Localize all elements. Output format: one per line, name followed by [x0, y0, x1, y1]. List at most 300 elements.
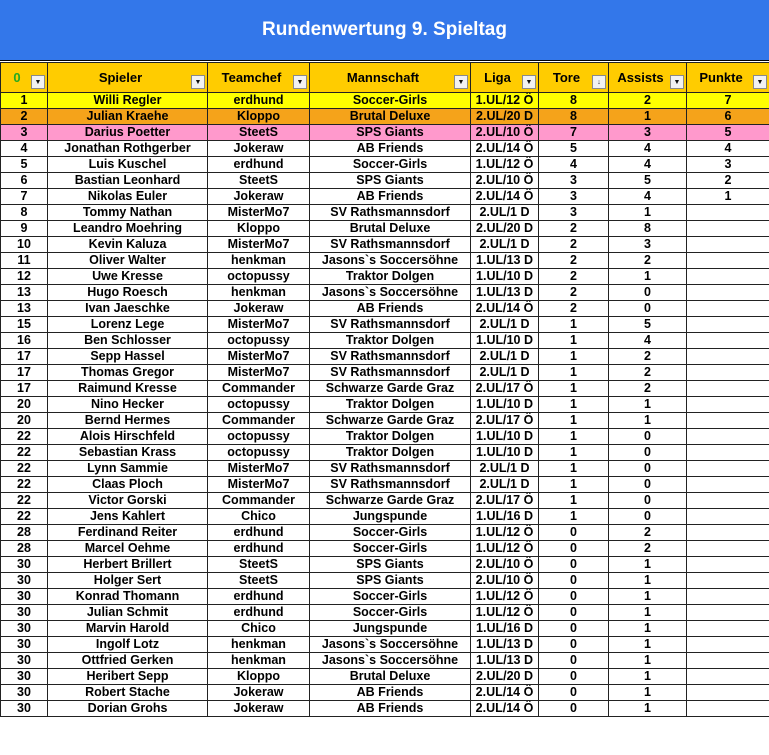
cell-spieler[interactable]: Lynn Sammie	[48, 461, 208, 477]
dropdown-arrow-icon[interactable]: ▼	[191, 75, 205, 89]
dropdown-arrow-icon[interactable]: ▼	[522, 75, 536, 89]
cell-spieler[interactable]: Alois Hirschfeld	[48, 429, 208, 445]
cell-punkte[interactable]	[687, 637, 769, 653]
cell-tore[interactable]: 3	[539, 205, 609, 221]
cell-liga[interactable]: 1.UL/13 D	[471, 253, 539, 269]
cell-teamchef[interactable]: henkman	[208, 253, 310, 269]
cell-teamchef[interactable]: erdhund	[208, 589, 310, 605]
cell-spieler[interactable]: Kevin Kaluza	[48, 237, 208, 253]
cell-assists[interactable]: 1	[609, 413, 687, 429]
cell-mannschaft[interactable]: Jasons`s Soccersöhne	[310, 653, 471, 669]
cell-mannschaft[interactable]: Jasons`s Soccersöhne	[310, 637, 471, 653]
cell-spieler[interactable]: Julian Kraehe	[48, 109, 208, 125]
dropdown-arrow-icon[interactable]: ▼	[753, 75, 767, 89]
cell-rank[interactable]: 22	[1, 477, 48, 493]
cell-mannschaft[interactable]: Schwarze Garde Graz	[310, 413, 471, 429]
cell-liga[interactable]: 1.UL/16 D	[471, 509, 539, 525]
cell-assists[interactable]: 4	[609, 141, 687, 157]
cell-mannschaft[interactable]: Traktor Dolgen	[310, 269, 471, 285]
cell-assists[interactable]: 2	[609, 381, 687, 397]
cell-liga[interactable]: 1.UL/13 D	[471, 637, 539, 653]
cell-teamchef[interactable]: MisterMo7	[208, 365, 310, 381]
cell-tore[interactable]: 5	[539, 141, 609, 157]
cell-spieler[interactable]: Willi Regler	[48, 93, 208, 109]
cell-mannschaft[interactable]: SV Rathsmannsdorf	[310, 237, 471, 253]
cell-spieler[interactable]: Dorian Grohs	[48, 701, 208, 717]
cell-tore[interactable]: 1	[539, 333, 609, 349]
cell-teamchef[interactable]: Kloppo	[208, 669, 310, 685]
cell-tore[interactable]: 1	[539, 429, 609, 445]
cell-rank[interactable]: 15	[1, 317, 48, 333]
cell-teamchef[interactable]: erdhund	[208, 605, 310, 621]
cell-teamchef[interactable]: SteetS	[208, 557, 310, 573]
cell-spieler[interactable]: Sepp Hassel	[48, 349, 208, 365]
cell-spieler[interactable]: Marcel Oehme	[48, 541, 208, 557]
cell-liga[interactable]: 2.UL/14 Ö	[471, 141, 539, 157]
cell-mannschaft[interactable]: Brutal Deluxe	[310, 221, 471, 237]
cell-teamchef[interactable]: Chico	[208, 621, 310, 637]
cell-teamchef[interactable]: erdhund	[208, 541, 310, 557]
cell-spieler[interactable]: Tommy Nathan	[48, 205, 208, 221]
cell-teamchef[interactable]: MisterMo7	[208, 317, 310, 333]
cell-spieler[interactable]: Sebastian Krass	[48, 445, 208, 461]
cell-spieler[interactable]: Bastian Leonhard	[48, 173, 208, 189]
cell-tore[interactable]: 2	[539, 285, 609, 301]
cell-tore[interactable]: 2	[539, 269, 609, 285]
cell-mannschaft[interactable]: Traktor Dolgen	[310, 397, 471, 413]
cell-spieler[interactable]: Thomas Gregor	[48, 365, 208, 381]
cell-teamchef[interactable]: octopussy	[208, 397, 310, 413]
cell-spieler[interactable]: Jens Kahlert	[48, 509, 208, 525]
cell-assists[interactable]: 3	[609, 237, 687, 253]
cell-teamchef[interactable]: MisterMo7	[208, 477, 310, 493]
cell-assists[interactable]: 4	[609, 157, 687, 173]
cell-tore[interactable]: 7	[539, 125, 609, 141]
cell-mannschaft[interactable]: Jungspunde	[310, 621, 471, 637]
cell-mannschaft[interactable]: SV Rathsmannsdorf	[310, 349, 471, 365]
cell-punkte[interactable]	[687, 381, 769, 397]
cell-assists[interactable]: 1	[609, 397, 687, 413]
cell-mannschaft[interactable]: Soccer-Girls	[310, 605, 471, 621]
cell-tore[interactable]: 1	[539, 349, 609, 365]
cell-teamchef[interactable]: Kloppo	[208, 109, 310, 125]
cell-teamchef[interactable]: SteetS	[208, 173, 310, 189]
cell-punkte[interactable]	[687, 317, 769, 333]
cell-liga[interactable]: 1.UL/12 Ö	[471, 157, 539, 173]
cell-spieler[interactable]: Jonathan Rothgerber	[48, 141, 208, 157]
cell-mannschaft[interactable]: Soccer-Girls	[310, 541, 471, 557]
cell-assists[interactable]: 0	[609, 445, 687, 461]
cell-rank[interactable]: 20	[1, 413, 48, 429]
cell-assists[interactable]: 1	[609, 109, 687, 125]
cell-mannschaft[interactable]: Soccer-Girls	[310, 525, 471, 541]
cell-assists[interactable]: 1	[609, 637, 687, 653]
cell-liga[interactable]: 2.UL/20 D	[471, 109, 539, 125]
cell-assists[interactable]: 5	[609, 173, 687, 189]
cell-teamchef[interactable]: Jokeraw	[208, 189, 310, 205]
cell-assists[interactable]: 1	[609, 605, 687, 621]
cell-punkte[interactable]	[687, 333, 769, 349]
cell-rank[interactable]: 6	[1, 173, 48, 189]
cell-assists[interactable]: 0	[609, 285, 687, 301]
cell-rank[interactable]: 30	[1, 637, 48, 653]
cell-mannschaft[interactable]: SPS Giants	[310, 173, 471, 189]
cell-liga[interactable]: 1.UL/12 Ö	[471, 605, 539, 621]
cell-punkte[interactable]	[687, 541, 769, 557]
cell-rank[interactable]: 30	[1, 605, 48, 621]
cell-teamchef[interactable]: henkman	[208, 285, 310, 301]
cell-tore[interactable]: 3	[539, 173, 609, 189]
cell-liga[interactable]: 1.UL/12 Ö	[471, 541, 539, 557]
cell-assists[interactable]: 2	[609, 253, 687, 269]
cell-mannschaft[interactable]: Traktor Dolgen	[310, 429, 471, 445]
cell-mannschaft[interactable]: AB Friends	[310, 701, 471, 717]
cell-mannschaft[interactable]: AB Friends	[310, 189, 471, 205]
cell-liga[interactable]: 2.UL/14 Ö	[471, 189, 539, 205]
cell-assists[interactable]: 2	[609, 365, 687, 381]
cell-liga[interactable]: 2.UL/1 D	[471, 365, 539, 381]
cell-punkte[interactable]: 5	[687, 125, 769, 141]
cell-tore[interactable]: 1	[539, 477, 609, 493]
cell-liga[interactable]: 2.UL/20 D	[471, 221, 539, 237]
cell-assists[interactable]: 2	[609, 349, 687, 365]
cell-rank[interactable]: 11	[1, 253, 48, 269]
cell-spieler[interactable]: Raimund Kresse	[48, 381, 208, 397]
cell-rank[interactable]: 30	[1, 701, 48, 717]
cell-mannschaft[interactable]: SV Rathsmannsdorf	[310, 205, 471, 221]
cell-punkte[interactable]	[687, 589, 769, 605]
cell-mannschaft[interactable]: SPS Giants	[310, 125, 471, 141]
cell-punkte[interactable]: 3	[687, 157, 769, 173]
cell-punkte[interactable]	[687, 253, 769, 269]
cell-teamchef[interactable]: Commander	[208, 493, 310, 509]
cell-tore[interactable]: 2	[539, 237, 609, 253]
cell-tore[interactable]: 1	[539, 413, 609, 429]
cell-rank[interactable]: 20	[1, 397, 48, 413]
cell-mannschaft[interactable]: Jungspunde	[310, 509, 471, 525]
cell-mannschaft[interactable]: SV Rathsmannsdorf	[310, 461, 471, 477]
cell-spieler[interactable]: Leandro Moehring	[48, 221, 208, 237]
cell-spieler[interactable]: Victor Gorski	[48, 493, 208, 509]
cell-assists[interactable]: 1	[609, 669, 687, 685]
cell-punkte[interactable]	[687, 605, 769, 621]
cell-punkte[interactable]	[687, 205, 769, 221]
cell-rank[interactable]: 30	[1, 685, 48, 701]
cell-mannschaft[interactable]: Jasons`s Soccersöhne	[310, 253, 471, 269]
cell-rank[interactable]: 13	[1, 285, 48, 301]
cell-spieler[interactable]: Holger Sert	[48, 573, 208, 589]
cell-teamchef[interactable]: octopussy	[208, 333, 310, 349]
cell-tore[interactable]: 0	[539, 525, 609, 541]
cell-rank[interactable]: 5	[1, 157, 48, 173]
cell-assists[interactable]: 1	[609, 701, 687, 717]
cell-liga[interactable]: 1.UL/10 D	[471, 269, 539, 285]
cell-liga[interactable]: 2.UL/1 D	[471, 461, 539, 477]
cell-assists[interactable]: 1	[609, 205, 687, 221]
cell-mannschaft[interactable]: Soccer-Girls	[310, 589, 471, 605]
cell-liga[interactable]: 2.UL/14 Ö	[471, 685, 539, 701]
cell-punkte[interactable]	[687, 477, 769, 493]
cell-assists[interactable]: 1	[609, 557, 687, 573]
cell-mannschaft[interactable]: SPS Giants	[310, 557, 471, 573]
cell-punkte[interactable]	[687, 557, 769, 573]
cell-mannschaft[interactable]: AB Friends	[310, 685, 471, 701]
cell-tore[interactable]: 0	[539, 685, 609, 701]
cell-teamchef[interactable]: octopussy	[208, 429, 310, 445]
cell-assists[interactable]: 1	[609, 685, 687, 701]
cell-assists[interactable]: 0	[609, 429, 687, 445]
cell-mannschaft[interactable]: SV Rathsmannsdorf	[310, 317, 471, 333]
cell-punkte[interactable]	[687, 429, 769, 445]
cell-rank[interactable]: 30	[1, 573, 48, 589]
cell-teamchef[interactable]: Commander	[208, 413, 310, 429]
cell-liga[interactable]: 2.UL/1 D	[471, 317, 539, 333]
cell-teamchef[interactable]: Jokeraw	[208, 701, 310, 717]
cell-assists[interactable]: 0	[609, 477, 687, 493]
cell-punkte[interactable]	[687, 397, 769, 413]
cell-spieler[interactable]: Ben Schlosser	[48, 333, 208, 349]
cell-punkte[interactable]	[687, 413, 769, 429]
cell-assists[interactable]: 4	[609, 333, 687, 349]
cell-rank[interactable]: 30	[1, 589, 48, 605]
cell-punkte[interactable]	[687, 269, 769, 285]
cell-liga[interactable]: 2.UL/17 Ö	[471, 381, 539, 397]
cell-mannschaft[interactable]: Soccer-Girls	[310, 157, 471, 173]
cell-assists[interactable]: 2	[609, 93, 687, 109]
cell-tore[interactable]: 2	[539, 221, 609, 237]
sort-descending-icon[interactable]: ↓	[592, 75, 606, 89]
cell-teamchef[interactable]: MisterMo7	[208, 237, 310, 253]
cell-punkte[interactable]	[687, 237, 769, 253]
cell-spieler[interactable]: Julian Schmit	[48, 605, 208, 621]
cell-tore[interactable]: 0	[539, 573, 609, 589]
cell-rank[interactable]: 28	[1, 525, 48, 541]
cell-tore[interactable]: 0	[539, 701, 609, 717]
cell-assists[interactable]: 1	[609, 589, 687, 605]
cell-teamchef[interactable]: SteetS	[208, 573, 310, 589]
cell-spieler[interactable]: Claas Ploch	[48, 477, 208, 493]
cell-rank[interactable]: 12	[1, 269, 48, 285]
dropdown-arrow-icon[interactable]: ▼	[670, 75, 684, 89]
cell-tore[interactable]: 0	[539, 653, 609, 669]
cell-assists[interactable]: 5	[609, 317, 687, 333]
cell-spieler[interactable]: Ferdinand Reiter	[48, 525, 208, 541]
cell-liga[interactable]: 2.UL/10 Ö	[471, 173, 539, 189]
cell-punkte[interactable]	[687, 493, 769, 509]
cell-rank[interactable]: 13	[1, 301, 48, 317]
cell-rank[interactable]: 2	[1, 109, 48, 125]
cell-teamchef[interactable]: octopussy	[208, 445, 310, 461]
cell-tore[interactable]: 2	[539, 301, 609, 317]
cell-liga[interactable]: 1.UL/10 D	[471, 445, 539, 461]
cell-tore[interactable]: 1	[539, 445, 609, 461]
cell-rank[interactable]: 30	[1, 669, 48, 685]
cell-spieler[interactable]: Marvin Harold	[48, 621, 208, 637]
cell-tore[interactable]: 8	[539, 109, 609, 125]
cell-punkte[interactable]	[687, 685, 769, 701]
cell-tore[interactable]: 2	[539, 253, 609, 269]
cell-liga[interactable]: 2.UL/10 Ö	[471, 557, 539, 573]
cell-liga[interactable]: 1.UL/13 D	[471, 285, 539, 301]
cell-rank[interactable]: 10	[1, 237, 48, 253]
cell-rank[interactable]: 17	[1, 365, 48, 381]
cell-punkte[interactable]	[687, 669, 769, 685]
cell-liga[interactable]: 2.UL/1 D	[471, 349, 539, 365]
cell-liga[interactable]: 1.UL/12 Ö	[471, 525, 539, 541]
cell-liga[interactable]: 2.UL/1 D	[471, 237, 539, 253]
cell-rank[interactable]: 17	[1, 381, 48, 397]
cell-tore[interactable]: 0	[539, 541, 609, 557]
cell-tore[interactable]: 1	[539, 365, 609, 381]
dropdown-arrow-icon[interactable]: ▼	[31, 75, 45, 89]
cell-punkte[interactable]: 7	[687, 93, 769, 109]
cell-tore[interactable]: 3	[539, 189, 609, 205]
cell-spieler[interactable]: Konrad Thomann	[48, 589, 208, 605]
cell-teamchef[interactable]: henkman	[208, 637, 310, 653]
cell-rank[interactable]: 8	[1, 205, 48, 221]
cell-rank[interactable]: 7	[1, 189, 48, 205]
cell-tore[interactable]: 4	[539, 157, 609, 173]
cell-punkte[interactable]: 2	[687, 173, 769, 189]
cell-assists[interactable]: 8	[609, 221, 687, 237]
cell-spieler[interactable]: Hugo Roesch	[48, 285, 208, 301]
cell-liga[interactable]: 2.UL/17 Ö	[471, 493, 539, 509]
cell-teamchef[interactable]: Kloppo	[208, 221, 310, 237]
cell-teamchef[interactable]: Jokeraw	[208, 685, 310, 701]
cell-spieler[interactable]: Bernd Hermes	[48, 413, 208, 429]
cell-teamchef[interactable]: henkman	[208, 653, 310, 669]
cell-rank[interactable]: 28	[1, 541, 48, 557]
cell-assists[interactable]: 1	[609, 621, 687, 637]
cell-teamchef[interactable]: MisterMo7	[208, 349, 310, 365]
cell-assists[interactable]: 2	[609, 541, 687, 557]
cell-spieler[interactable]: Ivan Jaeschke	[48, 301, 208, 317]
cell-tore[interactable]: 1	[539, 509, 609, 525]
cell-punkte[interactable]: 1	[687, 189, 769, 205]
cell-rank[interactable]: 22	[1, 445, 48, 461]
cell-punkte[interactable]	[687, 445, 769, 461]
cell-assists[interactable]: 1	[609, 653, 687, 669]
cell-teamchef[interactable]: Jokeraw	[208, 141, 310, 157]
cell-rank[interactable]: 22	[1, 429, 48, 445]
dropdown-arrow-icon[interactable]: ▼	[293, 75, 307, 89]
cell-tore[interactable]: 0	[539, 637, 609, 653]
cell-punkte[interactable]	[687, 525, 769, 541]
cell-punkte[interactable]: 4	[687, 141, 769, 157]
cell-tore[interactable]: 0	[539, 605, 609, 621]
cell-spieler[interactable]: Lorenz Lege	[48, 317, 208, 333]
cell-liga[interactable]: 2.UL/20 D	[471, 669, 539, 685]
cell-assists[interactable]: 2	[609, 525, 687, 541]
cell-punkte[interactable]	[687, 509, 769, 525]
cell-mannschaft[interactable]: Traktor Dolgen	[310, 333, 471, 349]
cell-spieler[interactable]: Darius Poetter	[48, 125, 208, 141]
cell-liga[interactable]: 2.UL/10 Ö	[471, 573, 539, 589]
cell-tore[interactable]: 1	[539, 493, 609, 509]
cell-spieler[interactable]: Nino Hecker	[48, 397, 208, 413]
cell-tore[interactable]: 8	[539, 93, 609, 109]
cell-rank[interactable]: 22	[1, 509, 48, 525]
cell-assists[interactable]: 0	[609, 493, 687, 509]
cell-mannschaft[interactable]: Soccer-Girls	[310, 93, 471, 109]
cell-punkte[interactable]	[687, 285, 769, 301]
cell-rank[interactable]: 9	[1, 221, 48, 237]
cell-tore[interactable]: 1	[539, 381, 609, 397]
cell-mannschaft[interactable]: SV Rathsmannsdorf	[310, 365, 471, 381]
cell-punkte[interactable]	[687, 221, 769, 237]
cell-rank[interactable]: 22	[1, 493, 48, 509]
cell-punkte[interactable]	[687, 365, 769, 381]
cell-spieler[interactable]: Uwe Kresse	[48, 269, 208, 285]
cell-liga[interactable]: 2.UL/1 D	[471, 477, 539, 493]
cell-tore[interactable]: 0	[539, 669, 609, 685]
cell-mannschaft[interactable]: Jasons`s Soccersöhne	[310, 285, 471, 301]
cell-mannschaft[interactable]: Schwarze Garde Graz	[310, 493, 471, 509]
cell-liga[interactable]: 1.UL/10 D	[471, 429, 539, 445]
cell-rank[interactable]: 3	[1, 125, 48, 141]
cell-liga[interactable]: 2.UL/14 Ö	[471, 301, 539, 317]
cell-liga[interactable]: 1.UL/12 Ö	[471, 589, 539, 605]
cell-teamchef[interactable]: SteetS	[208, 125, 310, 141]
cell-rank[interactable]: 30	[1, 621, 48, 637]
cell-punkte[interactable]	[687, 573, 769, 589]
cell-punkte[interactable]: 6	[687, 109, 769, 125]
cell-teamchef[interactable]: erdhund	[208, 525, 310, 541]
cell-assists[interactable]: 1	[609, 573, 687, 589]
cell-rank[interactable]: 1	[1, 93, 48, 109]
cell-assists[interactable]: 0	[609, 461, 687, 477]
cell-mannschaft[interactable]: SV Rathsmannsdorf	[310, 477, 471, 493]
cell-punkte[interactable]	[687, 701, 769, 717]
cell-spieler[interactable]: Luis Kuschel	[48, 157, 208, 173]
cell-liga[interactable]: 1.UL/10 D	[471, 333, 539, 349]
cell-tore[interactable]: 1	[539, 397, 609, 413]
cell-rank[interactable]: 30	[1, 557, 48, 573]
cell-assists[interactable]: 3	[609, 125, 687, 141]
cell-liga[interactable]: 1.UL/12 Ö	[471, 93, 539, 109]
cell-liga[interactable]: 1.UL/13 D	[471, 653, 539, 669]
cell-teamchef[interactable]: octopussy	[208, 269, 310, 285]
cell-spieler[interactable]: Robert Stache	[48, 685, 208, 701]
cell-assists[interactable]: 0	[609, 509, 687, 525]
cell-spieler[interactable]: Oliver Walter	[48, 253, 208, 269]
cell-mannschaft[interactable]: Brutal Deluxe	[310, 669, 471, 685]
cell-assists[interactable]: 4	[609, 189, 687, 205]
cell-teamchef[interactable]: erdhund	[208, 93, 310, 109]
cell-teamchef[interactable]: erdhund	[208, 157, 310, 173]
cell-teamchef[interactable]: MisterMo7	[208, 205, 310, 221]
cell-tore[interactable]: 1	[539, 461, 609, 477]
cell-liga[interactable]: 2.UL/1 D	[471, 205, 539, 221]
cell-mannschaft[interactable]: Traktor Dolgen	[310, 445, 471, 461]
cell-spieler[interactable]: Heribert Sepp	[48, 669, 208, 685]
cell-tore[interactable]: 1	[539, 317, 609, 333]
cell-liga[interactable]: 2.UL/17 Ö	[471, 413, 539, 429]
cell-rank[interactable]: 17	[1, 349, 48, 365]
cell-assists[interactable]: 0	[609, 301, 687, 317]
cell-rank[interactable]: 16	[1, 333, 48, 349]
cell-tore[interactable]: 0	[539, 621, 609, 637]
dropdown-arrow-icon[interactable]: ▼	[454, 75, 468, 89]
cell-teamchef[interactable]: Commander	[208, 381, 310, 397]
cell-liga[interactable]: 1.UL/10 D	[471, 397, 539, 413]
cell-punkte[interactable]	[687, 653, 769, 669]
cell-spieler[interactable]: Ottfried Gerken	[48, 653, 208, 669]
cell-tore[interactable]: 0	[539, 557, 609, 573]
cell-mannschaft[interactable]: Schwarze Garde Graz	[310, 381, 471, 397]
cell-spieler[interactable]: Ingolf Lotz	[48, 637, 208, 653]
cell-teamchef[interactable]: Jokeraw	[208, 301, 310, 317]
